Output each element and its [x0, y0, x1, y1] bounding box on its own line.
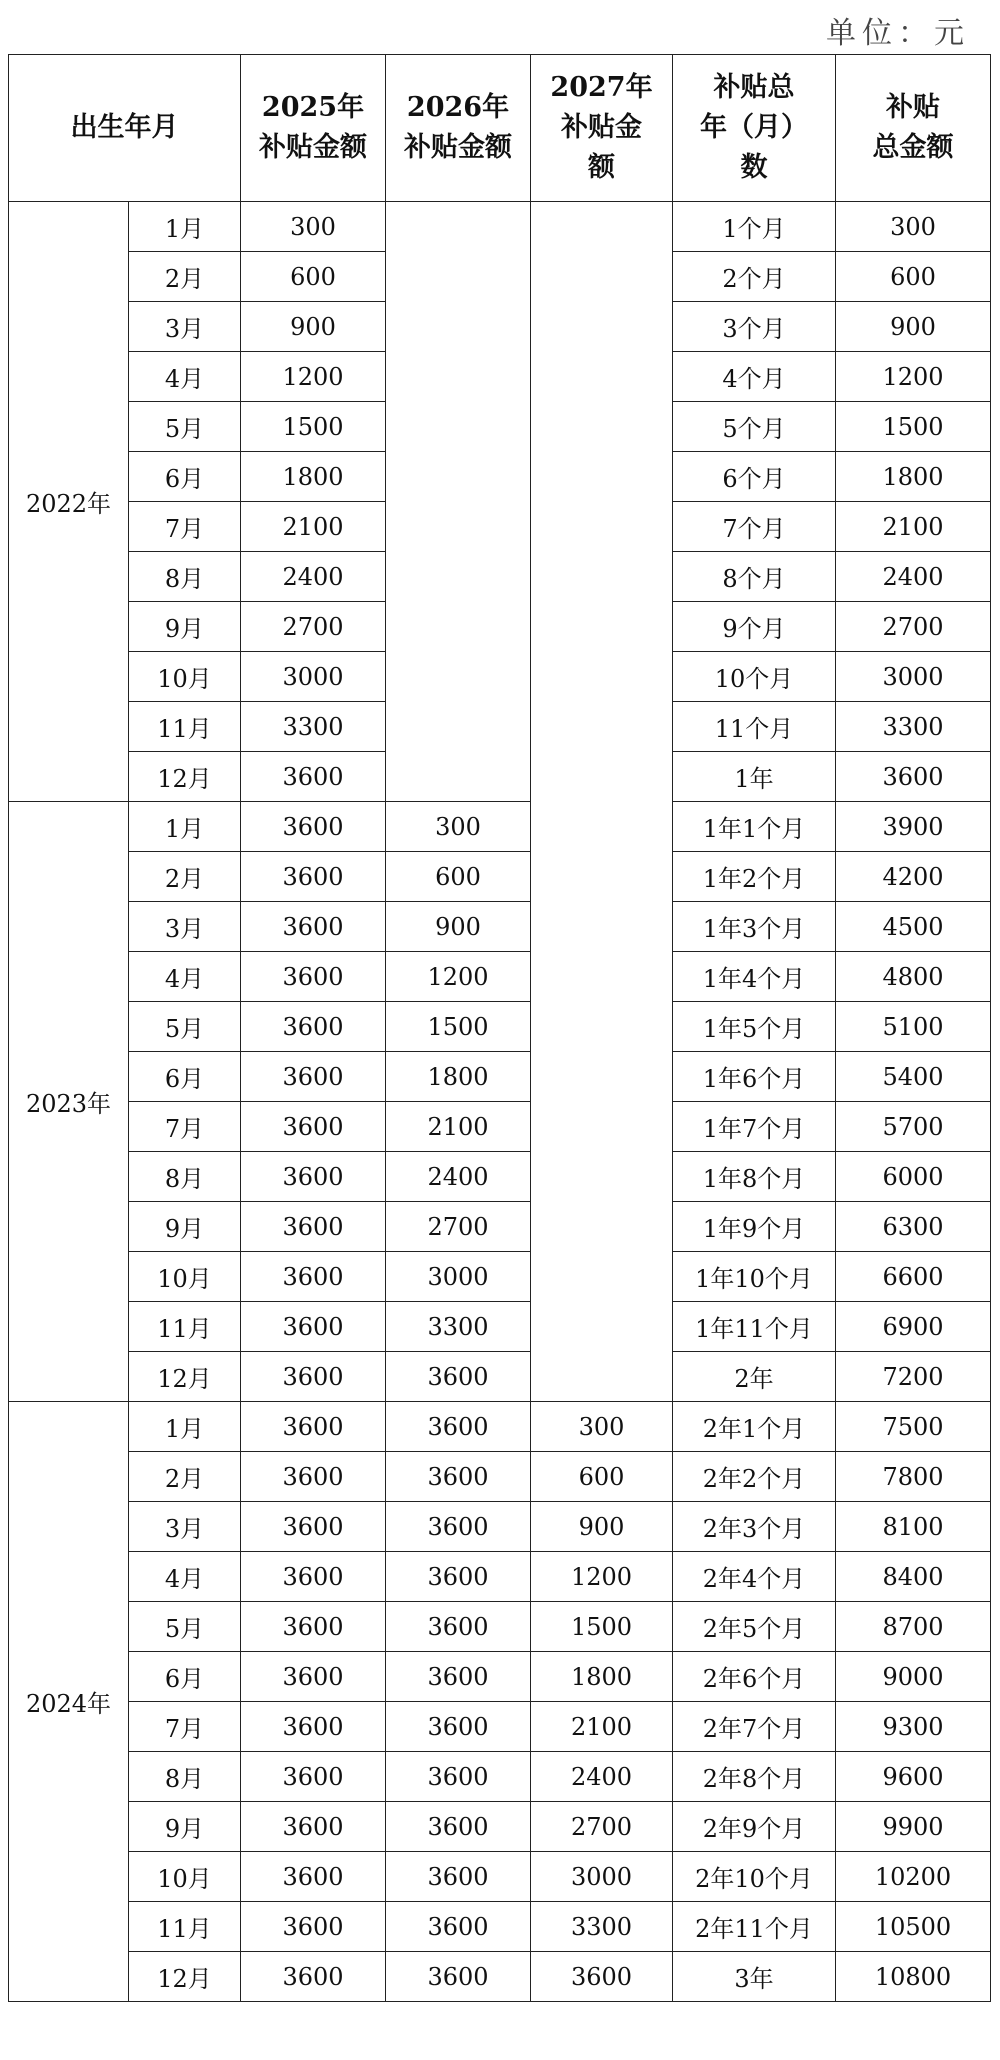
table-row [9, 1452, 991, 1502]
total-amount-cell: 3000 [836, 652, 991, 702]
amount-2025-cell: 1500 [241, 402, 386, 452]
total-duration-cell: 1年2个月 [673, 852, 836, 902]
amount-2025-cell: 3600 [241, 1902, 386, 1952]
amount-2026-cell: 3600 [386, 1902, 531, 1952]
total-amount-cell: 8100 [836, 1502, 991, 1552]
total-duration-cell: 5个月 [673, 402, 836, 452]
month-cell: 4月 [129, 1552, 241, 1602]
total-duration-cell: 8个月 [673, 552, 836, 602]
total-duration-cell: 2年9个月 [673, 1802, 836, 1852]
amount-2027-cell: 1200 [531, 1552, 673, 1602]
total-amount-cell: 9600 [836, 1752, 991, 1802]
total-amount-cell: 6000 [836, 1152, 991, 1202]
total-duration-cell: 4个月 [673, 352, 836, 402]
month-cell: 7月 [129, 502, 241, 552]
total-amount-cell: 9900 [836, 1802, 991, 1852]
amount-2026-cell: 2700 [386, 1202, 531, 1252]
total-amount-cell: 4500 [836, 902, 991, 952]
month-cell: 9月 [129, 1202, 241, 1252]
table-row [9, 952, 991, 1002]
total-duration-cell: 11个月 [673, 702, 836, 752]
birth-year-cell: 2024年 [9, 1402, 129, 2002]
amount-2026-cell: 3600 [386, 1802, 531, 1852]
total-duration-cell: 1年8个月 [673, 1152, 836, 1202]
total-duration-cell: 2年3个月 [673, 1502, 836, 1552]
amount-2025-cell: 600 [241, 252, 386, 302]
amount-2025-cell: 2700 [241, 602, 386, 652]
month-cell: 1月 [129, 202, 241, 252]
amount-2025-cell: 3600 [241, 1402, 386, 1452]
table-row [9, 1852, 991, 1902]
amount-2026-cell: 2400 [386, 1152, 531, 1202]
amount-2026-cell: 3600 [386, 1752, 531, 1802]
month-cell: 6月 [129, 1652, 241, 1702]
birth-year-cell: 2022年 [9, 202, 129, 802]
total-duration-cell: 2年 [673, 1352, 836, 1402]
month-cell: 11月 [129, 1302, 241, 1352]
table-row [9, 1752, 991, 1802]
total-amount-cell: 10800 [836, 1952, 991, 2002]
month-cell: 3月 [129, 302, 241, 352]
amount-2025-cell: 3600 [241, 1102, 386, 1152]
amount-2027-cell: 3000 [531, 1852, 673, 1902]
month-cell: 5月 [129, 1602, 241, 1652]
amount-2026-cell: 3600 [386, 1552, 531, 1602]
table-row [9, 1202, 991, 1252]
total-duration-cell: 2年2个月 [673, 1452, 836, 1502]
amount-2025-cell: 2400 [241, 552, 386, 602]
total-duration-cell: 1年1个月 [673, 802, 836, 852]
month-cell: 5月 [129, 402, 241, 452]
total-duration-cell: 6个月 [673, 452, 836, 502]
unit-label: 单位：元 [826, 16, 970, 51]
amount-2025-cell: 3600 [241, 1802, 386, 1852]
total-amount-cell: 3600 [836, 752, 991, 802]
table-row [9, 802, 991, 852]
total-amount-cell: 2400 [836, 552, 991, 602]
table-row [9, 902, 991, 952]
amount-2026-cell: 3600 [386, 1352, 531, 1402]
month-cell: 5月 [129, 1002, 241, 1052]
total-amount-cell: 3900 [836, 802, 991, 852]
amount-2026-cell: 3600 [386, 1452, 531, 1502]
table-row [9, 1902, 991, 1952]
amount-2025-cell: 3600 [241, 1352, 386, 1402]
total-duration-cell: 1年5个月 [673, 1002, 836, 1052]
amount-2026-cell: 3000 [386, 1252, 531, 1302]
table-header [9, 55, 991, 202]
month-cell: 12月 [129, 1952, 241, 2002]
amount-2027-cell: 1800 [531, 1652, 673, 1702]
month-cell: 4月 [129, 352, 241, 402]
month-cell: 8月 [129, 1152, 241, 1202]
total-duration-cell: 2个月 [673, 252, 836, 302]
total-amount-cell: 7500 [836, 1402, 991, 1452]
total-duration-cell: 2年8个月 [673, 1752, 836, 1802]
total-amount-cell: 7200 [836, 1352, 991, 1402]
table-row [9, 1052, 991, 1102]
total-duration-cell: 1年3个月 [673, 902, 836, 952]
amount-2025-cell: 2100 [241, 502, 386, 552]
header-total-duration: 补贴总 年（月） 数 [673, 55, 836, 202]
total-amount-cell: 1800 [836, 452, 991, 502]
month-cell: 10月 [129, 1252, 241, 1302]
table-row [9, 1702, 991, 1752]
amount-2026-cell: 300 [386, 802, 531, 852]
amount-2025-cell: 3600 [241, 1202, 386, 1252]
header-2025-amount: 2025年 补贴金额 [241, 55, 386, 202]
amount-2027-cell: 900 [531, 1502, 673, 1552]
header-total-amount: 补贴 总金额 [836, 55, 991, 202]
total-amount-cell: 5700 [836, 1102, 991, 1152]
total-duration-cell: 1年 [673, 752, 836, 802]
amount-2025-cell: 3600 [241, 902, 386, 952]
amount-2026-cell: 3600 [386, 1852, 531, 1902]
month-cell: 3月 [129, 1502, 241, 1552]
amount-2025-cell: 3600 [241, 1852, 386, 1902]
month-cell: 12月 [129, 1352, 241, 1402]
total-duration-cell: 2年11个月 [673, 1902, 836, 1952]
amount-2026-cell: 3600 [386, 1502, 531, 1552]
total-duration-cell: 3个月 [673, 302, 836, 352]
total-duration-cell: 3年 [673, 1952, 836, 2002]
total-amount-cell: 600 [836, 252, 991, 302]
total-amount-cell: 9000 [836, 1652, 991, 1702]
table-row [9, 852, 991, 902]
amount-2027-cell: 300 [531, 1402, 673, 1452]
amount-2026-cell: 3600 [386, 1402, 531, 1452]
total-duration-cell: 1个月 [673, 202, 836, 252]
header-2026-amount: 2026年 补贴金额 [386, 55, 531, 202]
month-cell: 9月 [129, 602, 241, 652]
amount-2026-cell: 1500 [386, 1002, 531, 1052]
amount-2026-cell: 1200 [386, 952, 531, 1002]
table-row [9, 1402, 991, 1452]
month-cell: 12月 [129, 752, 241, 802]
amount-2025-cell: 1200 [241, 352, 386, 402]
table-row [9, 1152, 991, 1202]
amount-2027-cell: 600 [531, 1452, 673, 1502]
month-cell: 1月 [129, 1402, 241, 1452]
amount-2025-cell: 3600 [241, 752, 386, 802]
table-row [9, 1652, 991, 1702]
amount-2026-cell: 3300 [386, 1302, 531, 1352]
total-duration-cell: 2年4个月 [673, 1552, 836, 1602]
amount-2025-cell: 3600 [241, 1452, 386, 1502]
table-row [9, 1102, 991, 1152]
amount-2025-cell: 3600 [241, 1602, 386, 1652]
header-birth-month: 出生年月 [9, 55, 241, 202]
total-amount-cell: 3300 [836, 702, 991, 752]
total-amount-cell: 10200 [836, 1852, 991, 1902]
month-cell: 1月 [129, 802, 241, 852]
amount-2025-cell: 3600 [241, 1152, 386, 1202]
month-cell: 10月 [129, 1852, 241, 1902]
total-amount-cell: 900 [836, 302, 991, 352]
amount-2027-cell: 2400 [531, 1752, 673, 1802]
total-amount-cell: 2700 [836, 602, 991, 652]
amount-2025-cell: 3600 [241, 1952, 386, 2002]
total-duration-cell: 1年10个月 [673, 1252, 836, 1302]
birth-year-cell: 2023年 [9, 802, 129, 1402]
amount-2026-cell: 3600 [386, 1702, 531, 1752]
amount-2025-cell: 3600 [241, 1052, 386, 1102]
table-row [9, 1552, 991, 1602]
amount-2025-cell: 900 [241, 302, 386, 352]
total-duration-cell: 2年10个月 [673, 1852, 836, 1902]
total-amount-cell: 4200 [836, 852, 991, 902]
total-amount-cell: 1500 [836, 402, 991, 452]
amount-2025-cell: 3600 [241, 1252, 386, 1302]
total-amount-cell: 6900 [836, 1302, 991, 1352]
total-amount-cell: 4800 [836, 952, 991, 1002]
amount-2025-cell: 3600 [241, 1652, 386, 1702]
total-amount-cell: 2100 [836, 502, 991, 552]
total-duration-cell: 2年1个月 [673, 1402, 836, 1452]
amount-2026-cell: 3600 [386, 1602, 531, 1652]
month-cell: 11月 [129, 1902, 241, 1952]
total-amount-cell: 6600 [836, 1252, 991, 1302]
amount-2025-cell: 1800 [241, 452, 386, 502]
total-duration-cell: 1年9个月 [673, 1202, 836, 1252]
total-duration-cell: 2年7个月 [673, 1702, 836, 1752]
amount-2025-cell: 3600 [241, 1752, 386, 1802]
amount-2027-cell: 2100 [531, 1702, 673, 1752]
total-amount-cell: 7800 [836, 1452, 991, 1502]
amount-2027-cell: 1500 [531, 1602, 673, 1652]
table-row [9, 1002, 991, 1052]
month-cell: 2月 [129, 252, 241, 302]
table-row [9, 202, 991, 252]
total-amount-cell: 9300 [836, 1702, 991, 1752]
amount-2025-cell: 3600 [241, 802, 386, 852]
amount-2026-cell: 600 [386, 852, 531, 902]
table-row [9, 1502, 991, 1552]
month-cell: 6月 [129, 452, 241, 502]
month-cell: 7月 [129, 1102, 241, 1152]
amount-2025-cell: 3000 [241, 652, 386, 702]
amount-2027-cell: 2700 [531, 1802, 673, 1852]
amount-2025-cell: 3600 [241, 1552, 386, 1602]
amount-2027-cell: 3600 [531, 1952, 673, 2002]
month-cell: 11月 [129, 702, 241, 752]
amount-2025-cell: 3300 [241, 702, 386, 752]
total-amount-cell: 8700 [836, 1602, 991, 1652]
total-duration-cell: 2年5个月 [673, 1602, 836, 1652]
month-cell: 6月 [129, 1052, 241, 1102]
month-cell: 2月 [129, 852, 241, 902]
month-cell: 3月 [129, 902, 241, 952]
total-amount-cell: 6300 [836, 1202, 991, 1252]
amount-2025-cell: 3600 [241, 952, 386, 1002]
amount-2025-cell: 3600 [241, 1702, 386, 1752]
total-duration-cell: 1年6个月 [673, 1052, 836, 1102]
table-body [9, 202, 991, 2002]
amount-2025-cell: 3600 [241, 852, 386, 902]
amount-2026-cell: 3600 [386, 1652, 531, 1702]
amount-2025-cell: 300 [241, 202, 386, 252]
amount-2026-cell: 900 [386, 902, 531, 952]
amount-2025-cell: 3600 [241, 1302, 386, 1352]
total-duration-cell: 1年7个月 [673, 1102, 836, 1152]
month-cell: 4月 [129, 952, 241, 1002]
total-duration-cell: 10个月 [673, 652, 836, 702]
total-duration-cell: 7个月 [673, 502, 836, 552]
empty-merged-cell [531, 202, 673, 1402]
subsidy-table [8, 54, 991, 2002]
table-row [9, 1952, 991, 2002]
amount-2026-cell: 1800 [386, 1052, 531, 1102]
total-duration-cell: 1年4个月 [673, 952, 836, 1002]
amount-2026-cell: 3600 [386, 1952, 531, 2002]
table-row [9, 1252, 991, 1302]
total-duration-cell: 9个月 [673, 602, 836, 652]
month-cell: 8月 [129, 552, 241, 602]
empty-merged-cell [386, 202, 531, 802]
month-cell: 2月 [129, 1452, 241, 1502]
table-row [9, 1602, 991, 1652]
table-row [9, 1352, 991, 1402]
table-row [9, 1302, 991, 1352]
header-2027-amount: 2027年 补贴金 额 [531, 55, 673, 202]
total-amount-cell: 8400 [836, 1552, 991, 1602]
total-duration-cell: 1年11个月 [673, 1302, 836, 1352]
total-amount-cell: 5100 [836, 1002, 991, 1052]
amount-2025-cell: 3600 [241, 1002, 386, 1052]
total-amount-cell: 1200 [836, 352, 991, 402]
amount-2025-cell: 3600 [241, 1502, 386, 1552]
total-duration-cell: 2年6个月 [673, 1652, 836, 1702]
table-row [9, 1802, 991, 1852]
total-amount-cell: 5400 [836, 1052, 991, 1102]
total-amount-cell: 10500 [836, 1902, 991, 1952]
amount-2026-cell: 2100 [386, 1102, 531, 1152]
month-cell: 9月 [129, 1802, 241, 1852]
amount-2027-cell: 3300 [531, 1902, 673, 1952]
month-cell: 7月 [129, 1702, 241, 1752]
total-amount-cell: 300 [836, 202, 991, 252]
month-cell: 10月 [129, 652, 241, 702]
month-cell: 8月 [129, 1752, 241, 1802]
